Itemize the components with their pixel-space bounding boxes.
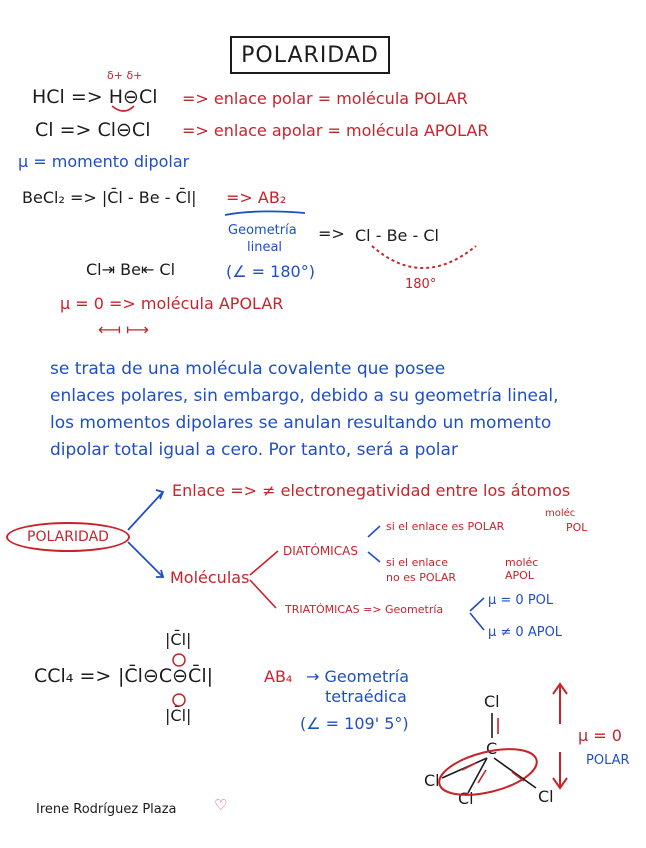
ccl4-polar: POLAR (586, 753, 630, 768)
ccl4-ab: AB₄ (264, 667, 293, 686)
arrow-to-moleculas (128, 542, 162, 576)
tetra-left-atom: Cl (424, 771, 440, 790)
ccl4-tetraedrica: tetraédica (325, 687, 407, 706)
dipole-vectors: ⟻ ⟼ (98, 320, 149, 339)
dia-apolar-condition-1: si el enlace (386, 556, 448, 569)
moleculas-branch: Moléculas (170, 568, 250, 587)
hcl-formula: HCl => H⊖Cl (32, 86, 158, 108)
geometry-lineal-label: lineal (247, 240, 283, 255)
arrow-to-enlace (128, 493, 162, 530)
tetra-top-atom: Cl (484, 692, 500, 711)
mu-definition: μ = momento dipolar (18, 152, 190, 171)
tri-mu-zero: μ = 0 POL (488, 593, 554, 608)
paragraph-line: enlaces polares, sin embargo, debido a su geometría lineal, (50, 386, 559, 406)
dipole-circle (173, 694, 185, 706)
clcl-result: => enlace apolar = molécula APOLAR (182, 121, 489, 140)
dia-polar-result-2: POL (566, 521, 588, 534)
electron-shift-arrow (112, 106, 134, 111)
clcl-formula: Cl => Cl⊖Cl (35, 119, 151, 141)
ccl4-geometry: → Geometría (306, 667, 410, 686)
dipole-left (462, 763, 476, 770)
diatomicas-branch: DIATÓMICAS (283, 544, 358, 558)
becl2-ab: => AB₂ (226, 188, 287, 207)
paragraph-line: se trata de una molécula covalente que posee (50, 359, 446, 379)
geometry-arrow: => (318, 224, 345, 243)
tetra-bottom-atom: Cl (458, 789, 474, 808)
dia-apolar-condition-2: no es POLAR (386, 571, 457, 584)
dia-apolar-result-1: moléc (505, 556, 539, 569)
angle-arc (372, 246, 476, 268)
ccl4-top-cl: |C̄l| (165, 630, 192, 649)
heart-icon: ♡ (214, 796, 228, 814)
paragraph-line: dipolar total igual a cero. Por tanto, será a polar (50, 440, 458, 460)
dia-apolar-result-2: APOL (505, 569, 534, 582)
ccl4-angle: (∠ = 109' 5°) (300, 714, 409, 733)
arrow-tri-apolar (470, 613, 484, 630)
paragraph-line: los momentos dipolares se anulan resultando un momento (50, 413, 552, 433)
ccl4-formula: CCl₄ => (34, 665, 112, 687)
tri-mu-nonzero: μ ≠ 0 APOL (488, 625, 563, 640)
arrow-dia-apolar (368, 552, 380, 562)
arrow-to-triatomicas (250, 580, 276, 608)
dia-polar-result-1: moléc (545, 508, 576, 519)
mindmap-root: POLARIDAD (27, 529, 109, 545)
author-signature: Irene Rodríguez Plaza (36, 802, 177, 817)
bond-bottom (468, 758, 487, 793)
delta-charges: δ+ δ+ (107, 69, 143, 82)
ccl4-mu-zero: μ = 0 (578, 726, 622, 745)
becl2-angle: (∠ = 180°) (226, 262, 315, 281)
arrow-tri-polar (470, 598, 484, 611)
becl2-formula: BeCl₂ => |C̄l - Be - C̄l| (22, 188, 197, 207)
tetra-center-atom: C (486, 739, 498, 758)
ccl4-lewis-middle: |C̄l⊖C⊖C̄l| (118, 665, 213, 687)
base-oval (435, 740, 542, 803)
dipole-right (512, 772, 524, 781)
becl2-apolar: μ = 0 => molécula APOLAR (60, 294, 284, 313)
linear-molecule: Cl - Be - Cl (355, 226, 439, 245)
dipole-circle (173, 654, 185, 666)
triatomicas-branch: TRIATÓMICAS => Geometría (285, 603, 444, 616)
geometry-label: Geometría (228, 223, 297, 238)
hcl-result: => enlace polar = molécula POLAR (182, 89, 468, 108)
geometry-underline (225, 211, 305, 215)
arrow-dia-polar (368, 526, 380, 537)
becl2-dipoles: Cl⇥ Be⇤ Cl (86, 260, 176, 279)
ccl4-bottom-cl: |C̄l| (165, 706, 192, 725)
tetra-right-atom: Cl (538, 787, 554, 806)
arrow-to-diatomicas (250, 551, 278, 575)
page-title: POLARIDAD (241, 42, 379, 68)
enlace-branch: Enlace => ≠ electronegatividad entre los átomos (172, 481, 571, 500)
angle-180-label: 180° (405, 277, 437, 292)
dia-polar-condition: si el enlace es POLAR (386, 520, 505, 533)
